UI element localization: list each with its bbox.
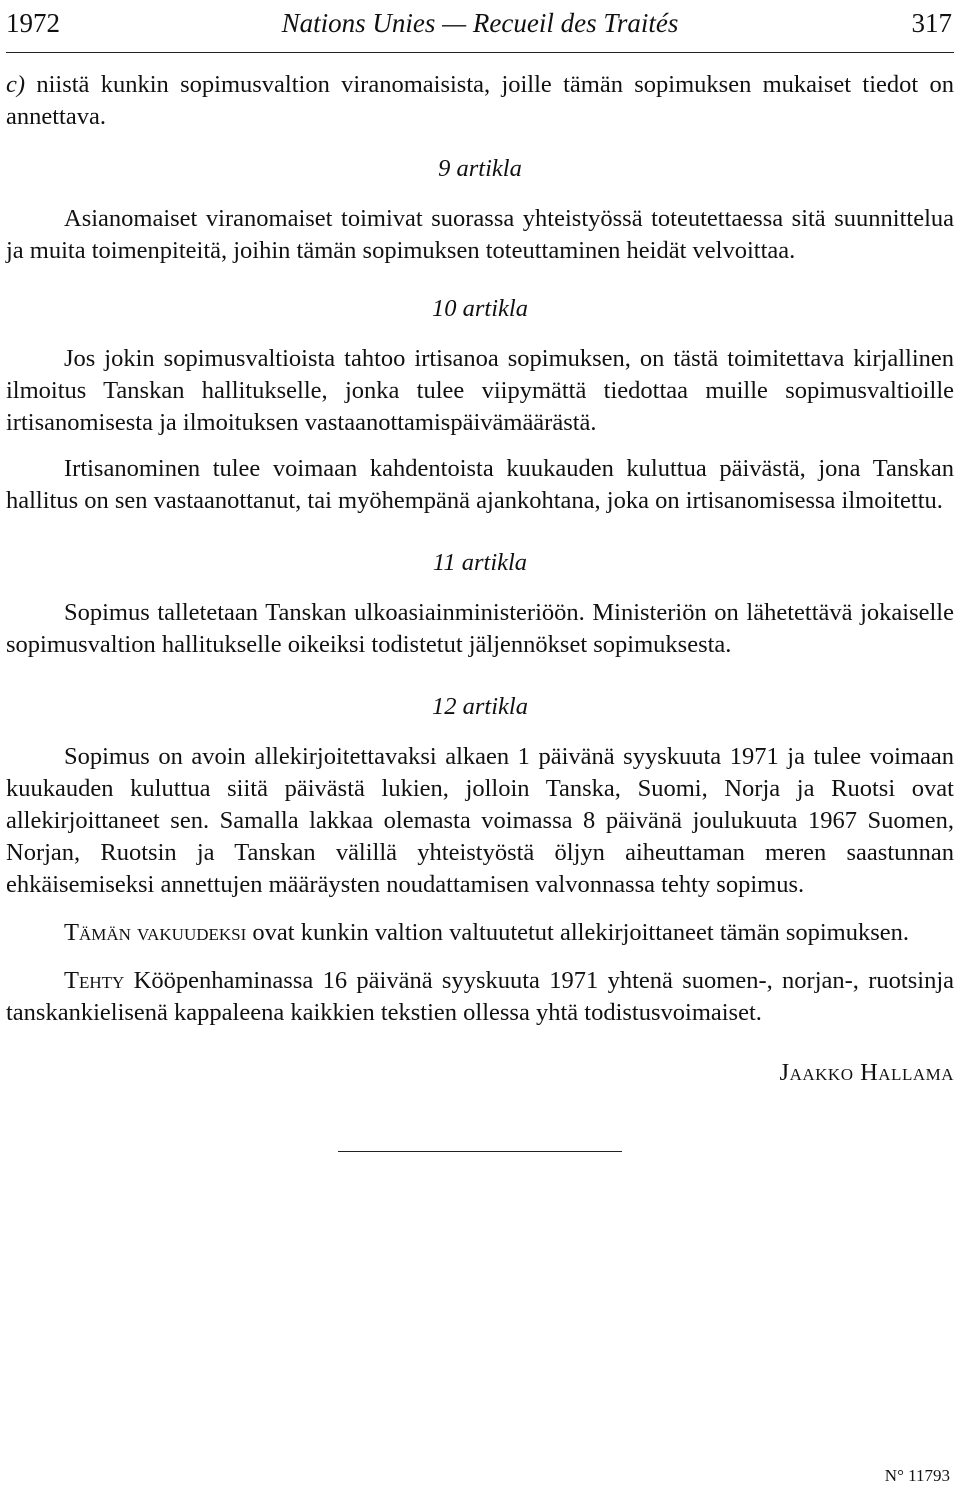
document-body bbox=[6, 69, 954, 1152]
header-page-number: 317 bbox=[911, 8, 952, 38]
header-title: Nations Unies — Recueil des Traités bbox=[281, 8, 679, 38]
done-at-lead: Tehty bbox=[64, 967, 125, 994]
running-header bbox=[6, 0, 954, 53]
done-at-clause bbox=[6, 965, 954, 1029]
clause-label: c) bbox=[6, 71, 26, 98]
clause-text: niistä kunkin sopimusvaltion viranomaisista, joille tämän sopimuksen mukaiset tiedot on annettava. bbox=[6, 71, 954, 130]
witness-clause bbox=[6, 917, 954, 949]
end-rule bbox=[338, 1151, 622, 1152]
witness-text: ovat kunkin valtion valtuutetut allekirjoittaneet tämän sopimuksen. bbox=[246, 919, 910, 946]
document-page bbox=[6, 0, 954, 1485]
article-10-heading: 10 artikla bbox=[432, 295, 528, 322]
article-9-heading: 9 artikla bbox=[438, 155, 522, 182]
article-11-paragraph: Sopimus talletetaan Tanskan ulkoasiainministeriöön. Ministeriön on lähetettävä jokaiselle sopimusvaltion hallitukselle oikeiksi todistetut jäljennökset sopimuksesta. bbox=[6, 599, 954, 658]
done-at-text: Kööpenhaminassa 16 päivänä syyskuuta 1971 yhtenä suomen-, norjan-, ruotsinja tanskankielisenä kappaleena kaikkien tekstien ollessa yhtä todistusvoimaiset. bbox=[6, 967, 954, 1026]
header-year: 1972 bbox=[6, 8, 60, 38]
document-number: N° 11793 bbox=[884, 1466, 950, 1485]
article-9-paragraph: Asianomaiset viranomaiset toimivat suorassa yhteistyössä toteutettaessa sitä suunnittelua ja muita toimenpiteitä, joihin tämän sopimuksen toteuttaminen heidät velvoittaa. bbox=[6, 205, 954, 264]
article-12-paragraph: Sopimus on avoin allekirjoitettavaksi alkaen 1 päivänä syyskuuta 1971 ja tulee voimaan kuukauden kuluttua siitä päivästä lukien, jolloin Tanska, Suomi, Norja ja Ruotsi ovat allekirjoittaneet sen. Samalla lakkaa olemasta voimassa 8 päivänä joulukuuta 1967 Suomen, Norjan, Ruotsin ja Tanskan välillä yhteistyöstä öljyn aiheuttaman meren saastunnan ehkäisemiseksi annettujen määräysten noudattamisen valvonnassa tehty sopimus. bbox=[6, 743, 954, 898]
article-11-heading: 11 artikla bbox=[432, 549, 528, 576]
witness-lead: Tämän vakuudeksi bbox=[64, 919, 247, 946]
signature: Jaakko Hallama bbox=[779, 1059, 954, 1086]
article-12-heading: 12 artikla bbox=[432, 693, 528, 720]
intro-clause bbox=[6, 69, 954, 133]
article-10-paragraph-2: Irtisanominen tulee voimaan kahdentoista kuukauden kuluttua päivästä, jona Tanskan hallitus on sen vastaanottanut, tai myöhempänä ajankohtana, joka on irtisanomisessa ilmoitettu. bbox=[6, 455, 954, 514]
article-10-paragraph-1: Jos jokin sopimusvaltioista tahtoo irtisanoa sopimuksen, on tästä toimitettava kirjallinen ilmoitus Tanskan hallitukselle, jonka tulee viipymättä tiedottaa muille sopimusvaltioille irtisanomisesta ja ilmoituksen vastaanottamispäivämäärästä. bbox=[6, 345, 954, 436]
